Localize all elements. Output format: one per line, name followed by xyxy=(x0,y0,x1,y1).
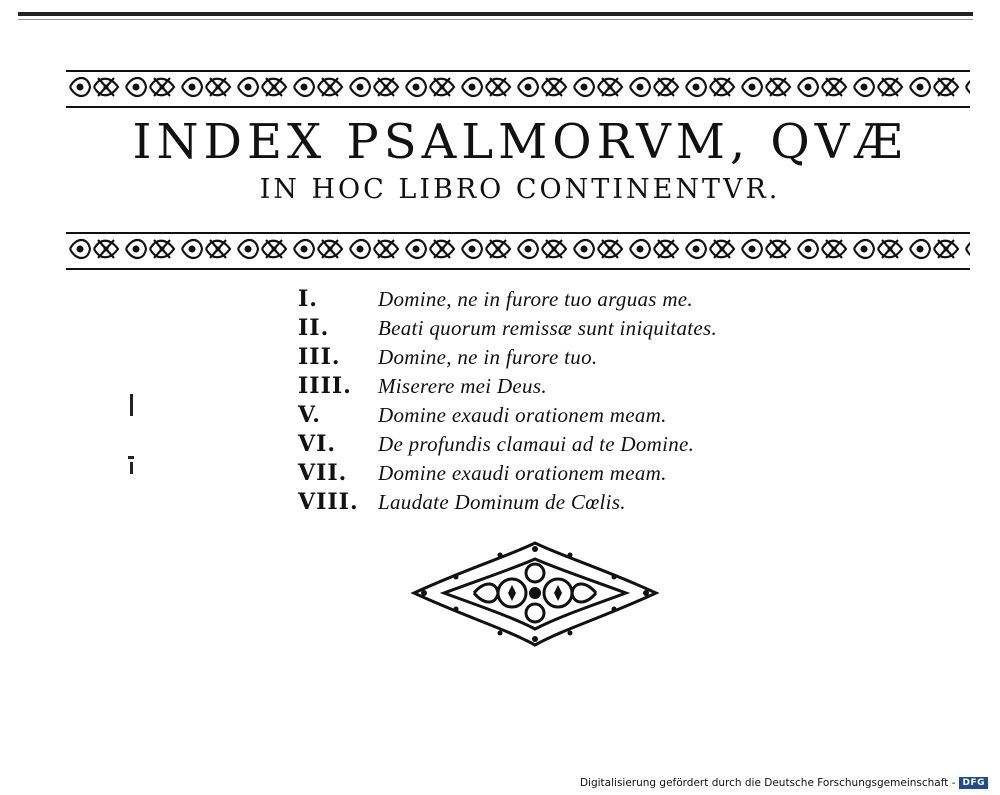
entry-numeral: II. xyxy=(298,315,330,341)
entry-incipit: Domine exaudi orationem meam. xyxy=(378,403,667,427)
index-entry xyxy=(298,431,818,460)
psalm-index-list xyxy=(298,286,818,518)
top-rule-shadow xyxy=(18,19,973,20)
entry-incipit: Domine, ne in furore tuo. xyxy=(378,345,598,369)
fleuron-motif xyxy=(182,78,230,96)
printers-vignette-ornament xyxy=(404,533,666,655)
fleuron-motif xyxy=(518,78,566,96)
entry-incipit: Domine exaudi orationem meam. xyxy=(378,461,667,485)
entry-numeral: IIII. xyxy=(298,373,352,399)
fleuron-motif xyxy=(742,78,790,96)
page-title: INDEX PSALMORVM, QVÆ xyxy=(132,114,908,170)
fleuron-motif xyxy=(238,78,286,96)
fleuron-motif xyxy=(630,78,678,96)
entry-numeral: VI. xyxy=(298,431,337,457)
entry-numeral: I. xyxy=(298,286,318,312)
ornamental-band-bottom xyxy=(66,232,970,270)
fleuron-motif xyxy=(686,240,734,258)
fleuron-motif xyxy=(518,240,566,258)
fleuron-motif xyxy=(294,78,342,96)
fleuron-motif xyxy=(966,240,970,258)
fleuron-motif xyxy=(854,78,902,96)
fleuron-motif xyxy=(574,78,622,96)
fleuron-motif xyxy=(182,240,230,258)
fleuron-motif xyxy=(238,240,286,258)
fleuron-motif xyxy=(910,78,958,96)
entry-numeral: III. xyxy=(298,344,341,370)
fleuron-motif xyxy=(910,240,958,258)
fleuron-motif xyxy=(126,240,174,258)
fleuron-motif xyxy=(966,78,970,96)
fleuron-motif xyxy=(574,240,622,258)
fleuron-motif xyxy=(462,240,510,258)
fleuron-motif xyxy=(350,240,398,258)
ink-specks xyxy=(120,390,160,490)
index-entry xyxy=(298,344,818,373)
fleuron-pattern xyxy=(66,234,970,264)
index-entry xyxy=(298,315,818,344)
fleuron-motif xyxy=(126,78,174,96)
index-entry xyxy=(298,402,818,431)
fleuron-motif xyxy=(798,78,846,96)
entry-incipit: Beati quorum remissæ sunt iniquitates. xyxy=(378,316,718,340)
fleuron-motif xyxy=(350,78,398,96)
fleuron-pattern xyxy=(66,72,970,102)
dfg-logo: DFG xyxy=(959,777,988,789)
fleuron-motif xyxy=(294,240,342,258)
fleuron-motif xyxy=(742,240,790,258)
fleuron-motif xyxy=(686,78,734,96)
fleuron-motif xyxy=(630,240,678,258)
fleuron-motif xyxy=(854,240,902,258)
page-subtitle: IN HOC LIBRO CONTINENTVR. xyxy=(259,174,781,205)
entry-incipit: Laudate Dominum de Cœlis. xyxy=(378,490,626,514)
entry-numeral: V. xyxy=(298,402,321,428)
fleuron-motif xyxy=(406,240,454,258)
entry-incipit: Miserere mei Deus. xyxy=(378,374,547,398)
fleuron-motif xyxy=(462,78,510,96)
entry-numeral: VII. xyxy=(298,460,348,486)
ornamental-band-top xyxy=(66,70,970,108)
fleuron-motif xyxy=(70,78,118,96)
digitization-credit xyxy=(580,777,988,789)
index-entry xyxy=(298,489,818,518)
credit-text: Digitalisierung gefördert durch die Deutsche Forschungsgemeinschaft - xyxy=(579,777,956,789)
entry-numeral: VIII. xyxy=(298,489,359,515)
index-entry xyxy=(298,460,818,489)
fleuron-motif xyxy=(406,78,454,96)
fleuron-motif xyxy=(70,240,118,258)
index-entry xyxy=(298,373,818,402)
top-rule xyxy=(18,12,973,16)
fleuron-motif xyxy=(798,240,846,258)
entry-incipit: Domine, ne in furore tuo arguas me. xyxy=(378,287,693,311)
entry-incipit: De profundis clamaui ad te Domine. xyxy=(378,432,695,456)
index-entry xyxy=(298,286,818,315)
